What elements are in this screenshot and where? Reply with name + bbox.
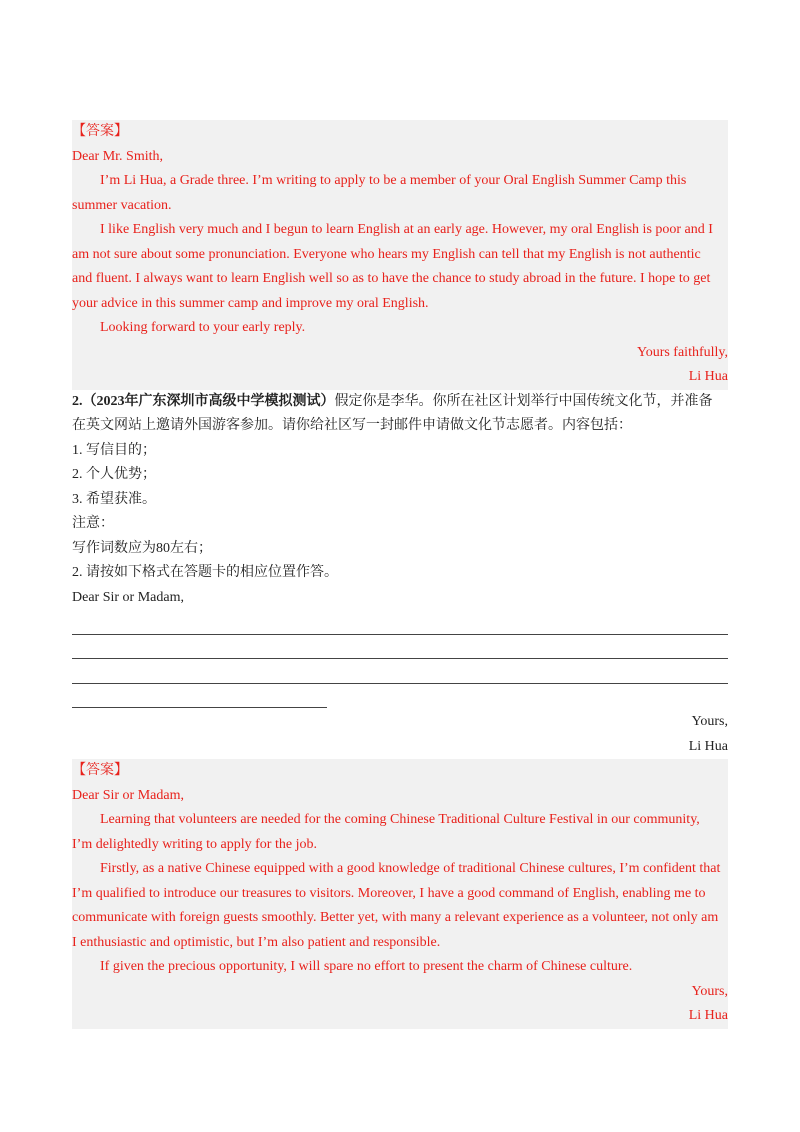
letter-line: I’m qualified to introduce our treasures to visitors. Moreover, I have a good command of English, enabling me to [72,885,706,901]
letter-line: I like English very much and I begun to learn English at an early age. However, my oral English is poor and I [100,222,713,237]
question-block-2 [72,390,728,760]
letter-signature: Li Hua [688,1008,728,1023]
letter-signature: Li Hua [688,369,728,384]
content-point: 3. 希望获准。 [72,491,156,507]
question-prompt: 假定你是李华。你所在社区计划举行中国传统文化节，并准备 [334,393,713,409]
letter-line: I’m delightedly writing to apply for the job. [72,836,317,852]
writing-blank-line-short[interactable] [72,684,327,709]
question-title [72,390,728,415]
answer-label: 【答案】 [72,124,128,139]
question-source: （2023年广东深圳市高级中学模拟测试） [82,393,335,409]
answer-block-1 [72,120,728,390]
letter-line: communicate with foreign guests smoothly. Better yet, with many a relevant experience as a volunteer, not only am [72,910,719,925]
letter-line: I’m Li Hua, a Grade three. I’m writing to apply to be a member of your Oral English Summer Camp this [100,173,687,188]
letter-line: I enthusiastic and optimistic, but I’m also patient and responsible. [72,934,441,950]
writing-signature: Li Hua [688,738,728,754]
writing-blank-line[interactable] [72,659,728,684]
note-item: 2. 请按如下格式在答题卡的相应位置作答。 [72,565,338,580]
letter-line: and fluent. I always want to learn English well so as to have the chance to study abroad in the future. I hope to get [72,271,711,286]
letter-greeting: Dear Mr. Smith, [72,148,163,164]
letter-line: If given the precious opportunity, I will spare no effort to present the charm of Chinese culture. [100,959,633,974]
letter-closing: Yours, [691,983,728,999]
writing-closing: Yours, [691,714,728,729]
letter-line: am not sure about some pronunciation. Everyone who hears my English can tell that my English is not authentic [72,246,701,262]
document-page [72,120,728,1029]
note-item: 写作词数应为80左右； [72,540,212,556]
content-point: 1. 写信目的； [72,442,156,458]
letter-line: Learning that volunteers are needed for the coming Chinese Traditional Culture Festival in our community, [100,812,700,827]
letter-closing: Yours faithfully, [636,344,728,360]
question-number: 2. [72,393,83,409]
letter-line: Looking forward to your early reply. [100,320,306,335]
letter-line: summer vacation. [72,197,172,213]
letter-greeting: Dear Sir or Madam, [72,787,184,803]
letter-line: your advice in this summer camp and improve my oral English. [72,295,429,311]
content-point: 2. 个人优势； [72,467,156,482]
writing-blank-line[interactable] [72,635,728,660]
notes-label: 注意： [72,516,114,531]
answer-label: 【答案】 [72,763,128,778]
question-prompt-cont: 在英文网站上邀请外国游客参加。请你给社区写一封邮件申请做文化节志愿者。内容包括： [72,418,632,433]
letter-line: Firstly, as a native Chinese equipped with a good knowledge of traditional Chinese cultures, I’m confident that [100,861,721,876]
writing-greeting: Dear Sir or Madam, [72,589,184,605]
writing-blank-line[interactable] [72,610,728,635]
answer-block-2 [72,759,728,1029]
